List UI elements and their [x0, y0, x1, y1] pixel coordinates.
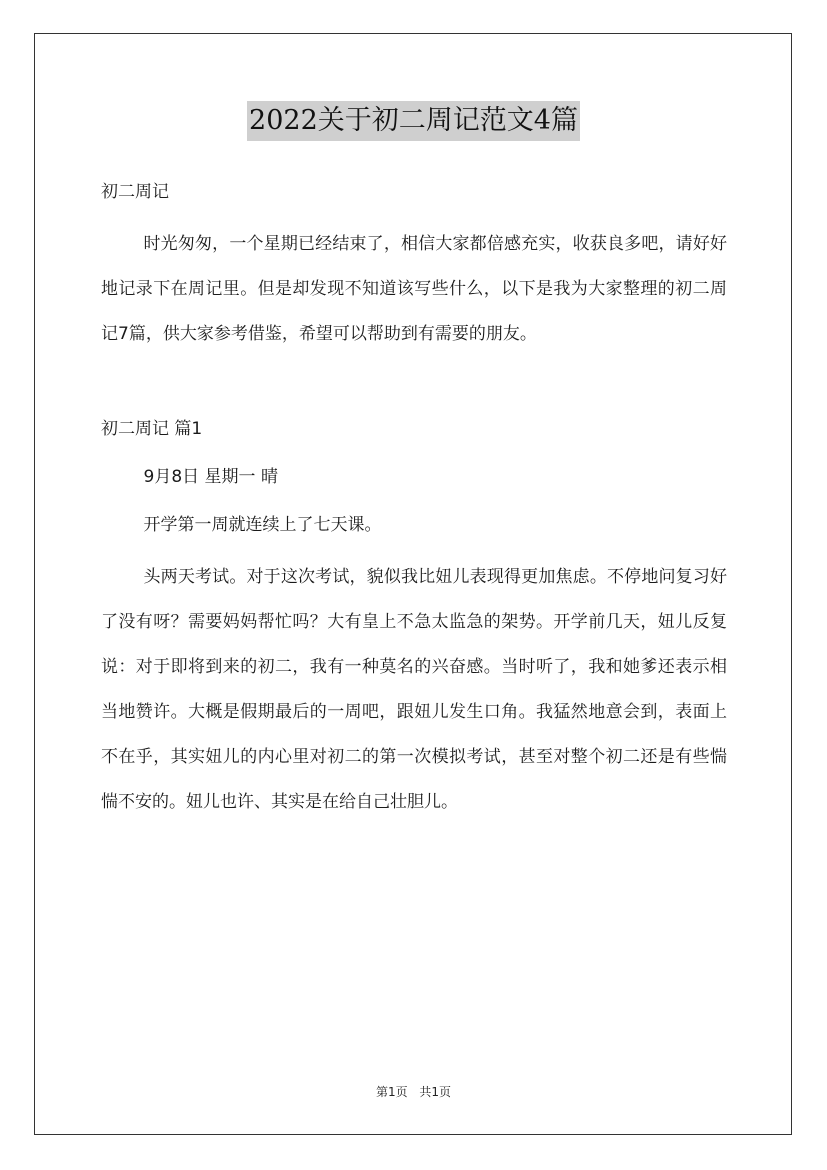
entry-heading: 初二周记 篇1: [101, 419, 203, 439]
section-heading: 初二周记: [101, 182, 169, 202]
entry-date: 9月8日 星期一 晴: [143, 467, 278, 487]
page-footer: [0, 1083, 827, 1100]
entry-paragraph: 头两天考试。对于这次考试，貌似我比妞儿表现得更加焦虑。不停地问复习好了没有呀？需要妈妈帮忙吗？大有皇上不急太监急的架势。开学前几天，妞儿反复说：对于即将到来的初二，我有一种莫名的兴奋感。当时听了，我和她爹还表示相当地赞许。大概是假期最后的一周吧，跟妞儿发生口角。我猛然地意会到，表面上不在乎，其实妞儿的内心里对初二的第一次模拟考试，甚至对整个初二还是有些惴惴不安的。妞儿也许、其实是在给自己壮胆儿。: [101, 567, 727, 812]
page-number: 第1页: [375, 1085, 408, 1099]
intro-paragraph: 时光匆匆，一个星期已经结束了，相信大家都倍感充实，收获良多吧，请好好地记录下在周记里。但是却发现不知道该写些什么，以下是我为大家整理的初二周记7篇，供大家参考借鉴，希望可以帮助到有需要的朋友。: [101, 234, 727, 344]
document-title: 2022关于初二周记范文4篇: [247, 101, 580, 141]
entry-paragraph: 开学第一周就连续上了七天课。: [143, 515, 382, 535]
title-container: [0, 101, 827, 141]
document-body: [101, 174, 727, 825]
page-total: 共1页: [419, 1085, 452, 1099]
